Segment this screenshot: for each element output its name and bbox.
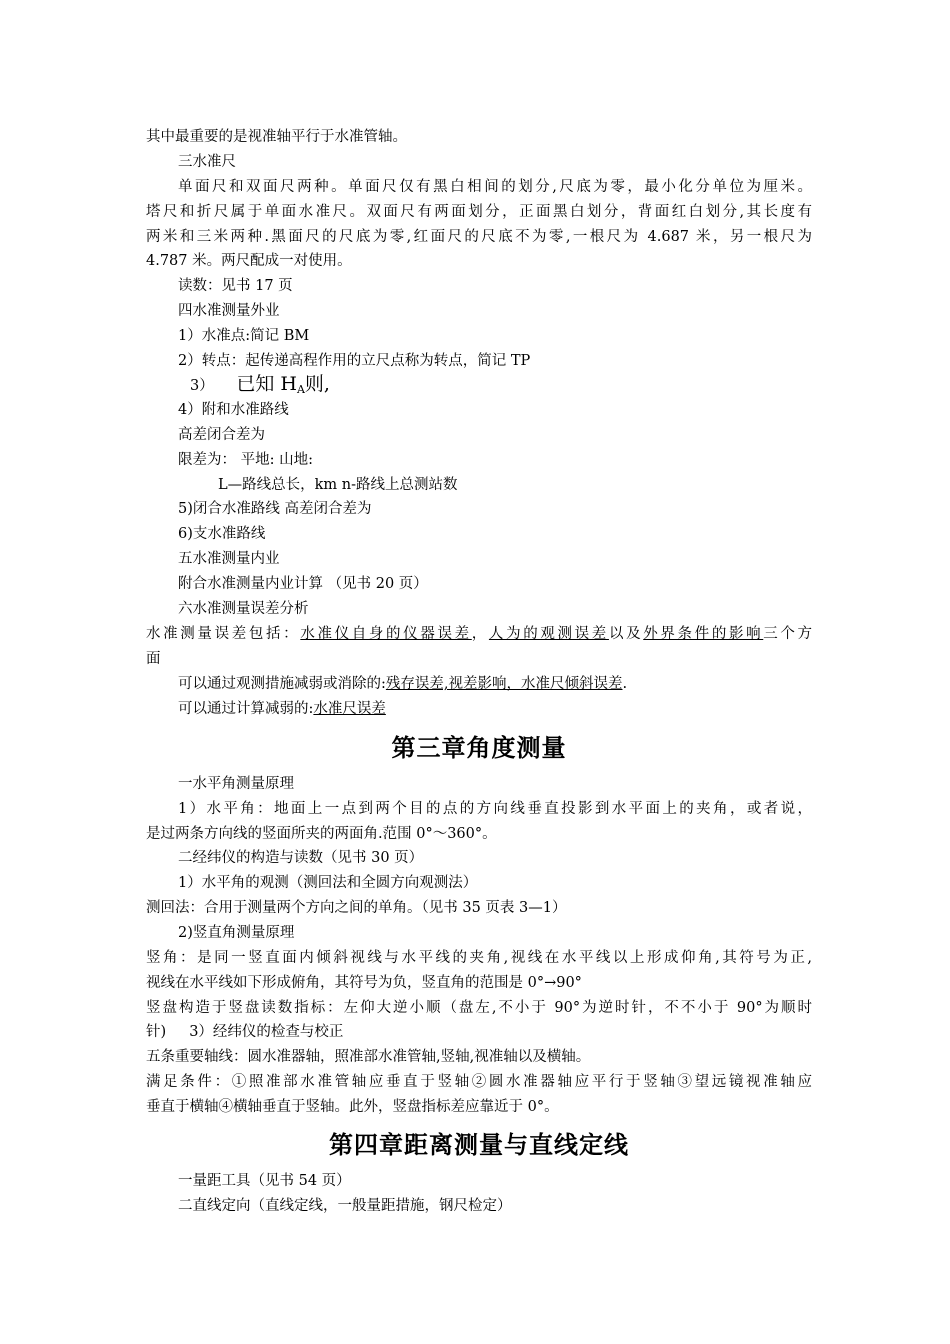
- underlined-term: 残存误差,视差影响，水准尺倾斜误差: [385, 676, 623, 692]
- text-line: [178, 697, 844, 722]
- section-title: 六水准测量误差分析: [178, 601, 309, 617]
- text-line: 竖盘构造于竖盘读数指标：左仰大逆小顺（盘左,不小于 90°为逆时针，不不小于 90°为顺时: [146, 1000, 812, 1016]
- formula-text: 则,: [304, 373, 330, 395]
- text-line: 1）水平角：地面上一点到两个目的点的方向线垂直投影到水平面上的夹角，或者说，: [178, 801, 812, 817]
- text-line: 垂直于横轴④横轴垂直于竖轴。此外，竖盘指标差应靠近于 0°。: [146, 1099, 559, 1115]
- chapter-heading: 第三章角度测量: [391, 734, 567, 762]
- text-span: 水准测量误差包括：: [146, 626, 301, 642]
- text-line: 竖角：是同一竖直面内倾斜视线与水平线的夹角,视线在水平线以上形成仰角,其符号为正,: [146, 950, 812, 966]
- section-title: 五水准测量内业: [178, 551, 280, 567]
- section-title: 一水平角测量原理: [178, 776, 294, 792]
- text-line: 读数：见书 17 页: [178, 278, 293, 294]
- text-line: L—路线总长，km n-路线上总测站数: [218, 477, 458, 493]
- chapter-heading: 第四章距离测量与直线定线: [329, 1131, 629, 1159]
- section-title: 一量距工具（见书 54 页）: [178, 1173, 351, 1189]
- text-span: 以及: [608, 626, 644, 642]
- underlined-term: 水准尺误差: [313, 701, 386, 717]
- text-line: 4.787 米。两尺配成一对使用。: [146, 253, 352, 269]
- text-span: 可以通过观测措施减弱或消除的:: [178, 676, 386, 692]
- text-line: 单面尺和双面尺两种。单面尺仅有黑白相间的划分,尺底为零，最小化分单位为厘米。: [178, 179, 812, 195]
- text-line: 测回法：合用于测量两个方向之间的单角。（见书 35 页表 3—1）: [146, 900, 567, 916]
- text-line: 4）附和水准路线: [178, 402, 289, 418]
- text-line: 2）转点：起传递高程作用的立尺点称为转点，简记 TP: [178, 353, 531, 369]
- text-line: 五条重要轴线：圆水准器轴，照准部水准管轴,竖轴,视准轴以及横轴。: [146, 1049, 591, 1065]
- text-line: 附合水准测量内业计算 （见书 20 页）: [178, 576, 428, 592]
- section-title: 四水准测量外业: [178, 303, 280, 319]
- text-line: 针) 3）经纬仪的检查与校正: [146, 1024, 344, 1040]
- text-span: ，: [471, 626, 489, 642]
- text-line: 5)闭合水准路线 高差闭合差为: [178, 501, 372, 517]
- text-span: .: [622, 676, 628, 692]
- text-line: 高差闭合差为: [178, 427, 265, 443]
- text-line: 满足条件：①照准部水准管轴应垂直于竖轴②圆水准器轴应平行于竖轴③望远镜视准轴应: [146, 1074, 812, 1090]
- list-number: 3）: [190, 378, 214, 394]
- text-line: 2)竖直角测量原理: [178, 925, 295, 941]
- text-line: [178, 672, 844, 697]
- text-line: 1）水平角的观测（测回法和全圆方向观测法）: [178, 875, 478, 891]
- text-line: [146, 622, 812, 647]
- text-line: 塔尺和折尺属于单面水准尺。双面尺有两面划分，正面黑白划分，背面红白划分,其长度有: [146, 204, 812, 220]
- text-span: 可以通过计算减弱的:: [178, 701, 314, 717]
- section-title: 二直线定向（直线定线，一般量距措施，钢尺检定）: [178, 1198, 512, 1214]
- text-line: 限差为： 平地: 山地:: [178, 452, 313, 468]
- text-span: 三个方: [763, 626, 813, 642]
- text-line: 面: [146, 651, 161, 667]
- formula-subscript: A: [296, 383, 305, 396]
- text-line: 其中最重要的是视准轴平行于水准管轴。: [146, 129, 407, 145]
- text-line: 两米和三米两种.黑面尺的尺底为零,红面尺的尺底不为零,一根尺为 4.687 米，另一根尺为: [146, 229, 812, 245]
- section-title: 二经纬仪的构造与读数（见书 30 页）: [178, 850, 424, 866]
- text-line: 6)支水准路线: [178, 526, 266, 542]
- underlined-term: 外界条件的影响: [643, 626, 764, 642]
- formula-text: 已知 H: [236, 373, 297, 395]
- text-line: 视线在水平线如下形成俯角，其符号为负，竖直角的范围是 0°→90°: [146, 975, 582, 991]
- text-line: 是过两条方向线的竖面所夹的两面角.范围 0°～360°。: [146, 826, 497, 842]
- underlined-term: 人为的观测误差: [488, 626, 609, 642]
- underlined-term: 水准仪自身的仪器误差: [300, 626, 472, 642]
- text-line: 1）水准点:简记 BM: [178, 328, 310, 344]
- section-title: 三水准尺: [178, 154, 236, 170]
